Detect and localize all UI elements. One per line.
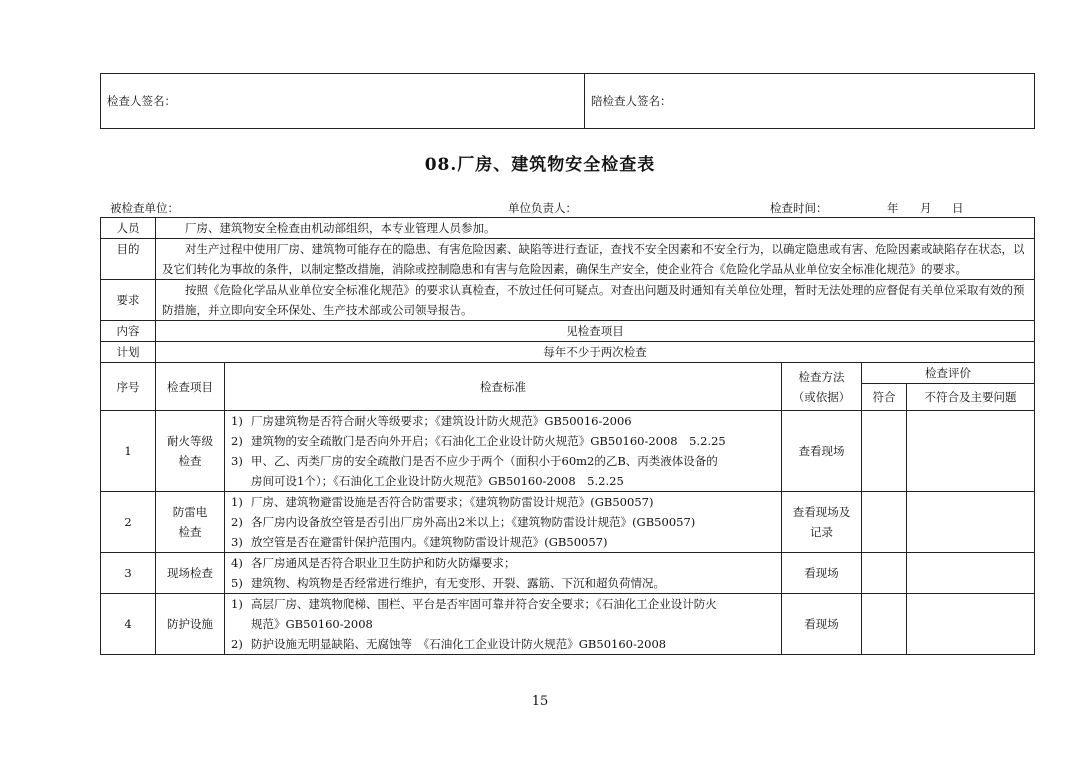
item-method — [782, 492, 862, 553]
inspected-unit-label: 被检查单位： — [110, 201, 179, 215]
item-method-line: 看现场 — [804, 617, 839, 631]
header-item: 检查项目 — [156, 363, 225, 411]
year-label: 年 — [887, 201, 899, 215]
unit-leader-label: 单位负责人： — [508, 201, 577, 215]
item-nonconform-cell[interactable] — [907, 553, 1035, 594]
requirements-text: 按照《危险化学品从业单位安全标准化规范》的要求认真检查，不放过任何可疑点。对查出问题及时通知有关单位处理，暂时无法处理的应督促有关单位采取有效的预防措施，并立即向安全环保处、生产技术部或公司领导报告。 — [156, 280, 1035, 321]
standard-line — [231, 492, 775, 512]
standard-text: 厂房建筑物是否符合耐火等级要求；《建筑设计防火规范》GB50016-2006 — [251, 414, 632, 428]
item-name — [156, 411, 225, 492]
content-row — [101, 321, 1035, 342]
item-name-line: 耐火等级 — [167, 434, 213, 448]
item-standards — [225, 553, 782, 594]
item-standards — [225, 492, 782, 553]
standard-line — [231, 431, 775, 451]
header-method-line1: 检查方法 — [798, 369, 845, 384]
header-method-line2: （或依据） — [792, 389, 851, 404]
item-nonconform-cell[interactable] — [907, 411, 1035, 492]
standard-line — [231, 553, 775, 573]
standard-line — [231, 451, 775, 471]
standard-text: 各厂房内设备放空管是否引出厂房外高出2米以上；《建筑物防雷设计规范》(GB50057) — [251, 515, 696, 529]
item-method — [782, 553, 862, 594]
item-conform-cell[interactable] — [862, 594, 907, 655]
standard-number: 2) — [231, 515, 243, 529]
personnel-label: 人员 — [101, 218, 156, 239]
page-number: 15 — [531, 694, 549, 709]
header-method — [782, 363, 862, 411]
content-text: 见检查项目 — [156, 321, 1035, 342]
personnel-row — [101, 218, 1035, 239]
standard-text: 建筑物的安全疏散门是否向外开启；《石油化工企业设计防火规范》GB50160-2008 5.2.25 — [251, 434, 726, 448]
header-standard: 检查标准 — [225, 363, 782, 411]
standard-line — [231, 634, 775, 654]
plan-row — [101, 342, 1035, 363]
item-name — [156, 553, 225, 594]
standard-text: 高层厂房、建筑物爬梯、围栏、平台是否牢固可靠并符合安全要求；《石油化工企业设计防火 — [251, 597, 717, 611]
standard-text: 房间可设1个）；《石油化工企业设计防火规范》GB50160-2008 5.2.25 — [251, 474, 624, 488]
standard-text: 各厂房通风是否符合职业卫生防护和防火防爆要求； — [251, 556, 516, 570]
item-conform-cell[interactable] — [862, 492, 907, 553]
standard-line — [231, 594, 775, 614]
item-method — [782, 594, 862, 655]
item-seq: 1 — [101, 411, 156, 492]
item-nonconform-cell[interactable] — [907, 594, 1035, 655]
item-method — [782, 411, 862, 492]
accompanying-inspector-signature-cell: 陪检查人签名： — [585, 74, 1035, 129]
standard-text: 规范》GB50160-2008 — [251, 617, 373, 631]
standard-number: 3) — [231, 535, 243, 549]
header-conform: 符合 — [862, 384, 907, 411]
standard-number: 5) — [231, 576, 243, 590]
inspection-table — [100, 217, 1035, 655]
standard-number: 4) — [231, 556, 243, 570]
item-name — [156, 492, 225, 553]
standard-line — [231, 411, 775, 431]
table-row — [101, 594, 1035, 655]
plan-label: 计划 — [101, 342, 156, 363]
item-method-line: 查看现场及 — [792, 505, 851, 519]
item-conform-cell[interactable] — [862, 553, 907, 594]
item-name-line: 检查 — [178, 525, 202, 539]
item-standards — [225, 594, 782, 655]
item-conform-cell[interactable] — [862, 411, 907, 492]
table-row — [101, 553, 1035, 594]
standard-line — [231, 614, 775, 634]
item-method-line: 查看现场 — [798, 444, 845, 458]
item-name-line: 检查 — [178, 454, 202, 468]
standard-text: 建筑物、构筑物是否经常进行维护，有无变形、开裂、露筋、下沉和超负荷情况。 — [251, 576, 665, 590]
day-label: 日 — [952, 201, 964, 215]
item-seq: 3 — [101, 553, 156, 594]
standard-number: 1) — [231, 495, 243, 509]
standard-number: 1) — [231, 414, 243, 428]
standard-line — [231, 512, 775, 532]
standard-number: 1) — [231, 597, 243, 611]
standard-number: 3) — [231, 454, 243, 468]
standard-line — [231, 573, 775, 593]
content-label: 内容 — [101, 321, 156, 342]
inspector-signature-cell: 检查人签名： — [101, 74, 585, 129]
standard-number: 2) — [231, 637, 243, 651]
standard-line — [231, 532, 775, 552]
header-seq: 序号 — [101, 363, 156, 411]
month-label: 月 — [920, 201, 932, 215]
item-method-line: 看现场 — [804, 566, 839, 580]
purpose-text: 对生产过程中使用厂房、建筑物可能存在的隐患、有害危险因素、缺陷等进行查证，查找不安全因素和不安全行为，以确定隐患或有害、危险因素或缺陷存在状态，以及它们转化为事故的条件，以制定整改措施，消除或控制隐患和有害与危险因素，确保生产安全，使企业符合《危险化学品从业单位安全标准化规范》的要求。 — [156, 239, 1035, 280]
standard-text: 放空管是否在避雷针保护范围内。《建筑物防雷设计规范》(GB50057) — [251, 535, 608, 549]
item-standards — [225, 411, 782, 492]
table-row — [101, 411, 1035, 492]
requirements-label: 要求 — [101, 280, 156, 321]
inspection-time-label: 检查时间： — [770, 201, 828, 215]
item-method-line: 记录 — [810, 525, 833, 539]
standard-text: 厂房、建筑物避雷设施是否符合防雷要求；《建筑物防雷设计规范》(GB50057) — [251, 495, 654, 509]
header-row — [101, 363, 1035, 384]
requirements-row — [101, 280, 1035, 321]
personnel-text: 厂房、建筑物安全检查由机动部组织，本专业管理人员参加。 — [156, 218, 1035, 239]
item-name-line: 防护设施 — [167, 617, 213, 631]
page-title: 08.厂房、建筑物安全检查表 — [424, 155, 656, 175]
plan-text: 每年不少于两次检查 — [156, 342, 1035, 363]
header-nonconform: 不符合及主要问题 — [907, 384, 1035, 411]
standard-text: 甲、乙、丙类厂房的安全疏散门是否不应少于两个（面积小于60m2的乙B、丙类液体设备的 — [251, 454, 718, 468]
item-seq: 4 — [101, 594, 156, 655]
standard-line — [231, 471, 775, 491]
item-nonconform-cell[interactable] — [907, 492, 1035, 553]
standard-text: 防护设施无明显缺陷、无腐蚀等 《石油化工企业设计防火规范》GB50160-2008 — [251, 637, 667, 651]
item-name — [156, 594, 225, 655]
info-line — [110, 200, 970, 216]
purpose-label: 目的 — [101, 239, 156, 280]
item-name-line: 防雷电 — [172, 505, 208, 519]
table-row — [101, 492, 1035, 553]
signature-table — [100, 73, 1035, 129]
item-seq: 2 — [101, 492, 156, 553]
standard-number: 2) — [231, 434, 243, 448]
item-name-line: 现场检查 — [167, 566, 213, 580]
header-evaluation: 检查评价 — [862, 363, 1035, 384]
purpose-row — [101, 239, 1035, 280]
